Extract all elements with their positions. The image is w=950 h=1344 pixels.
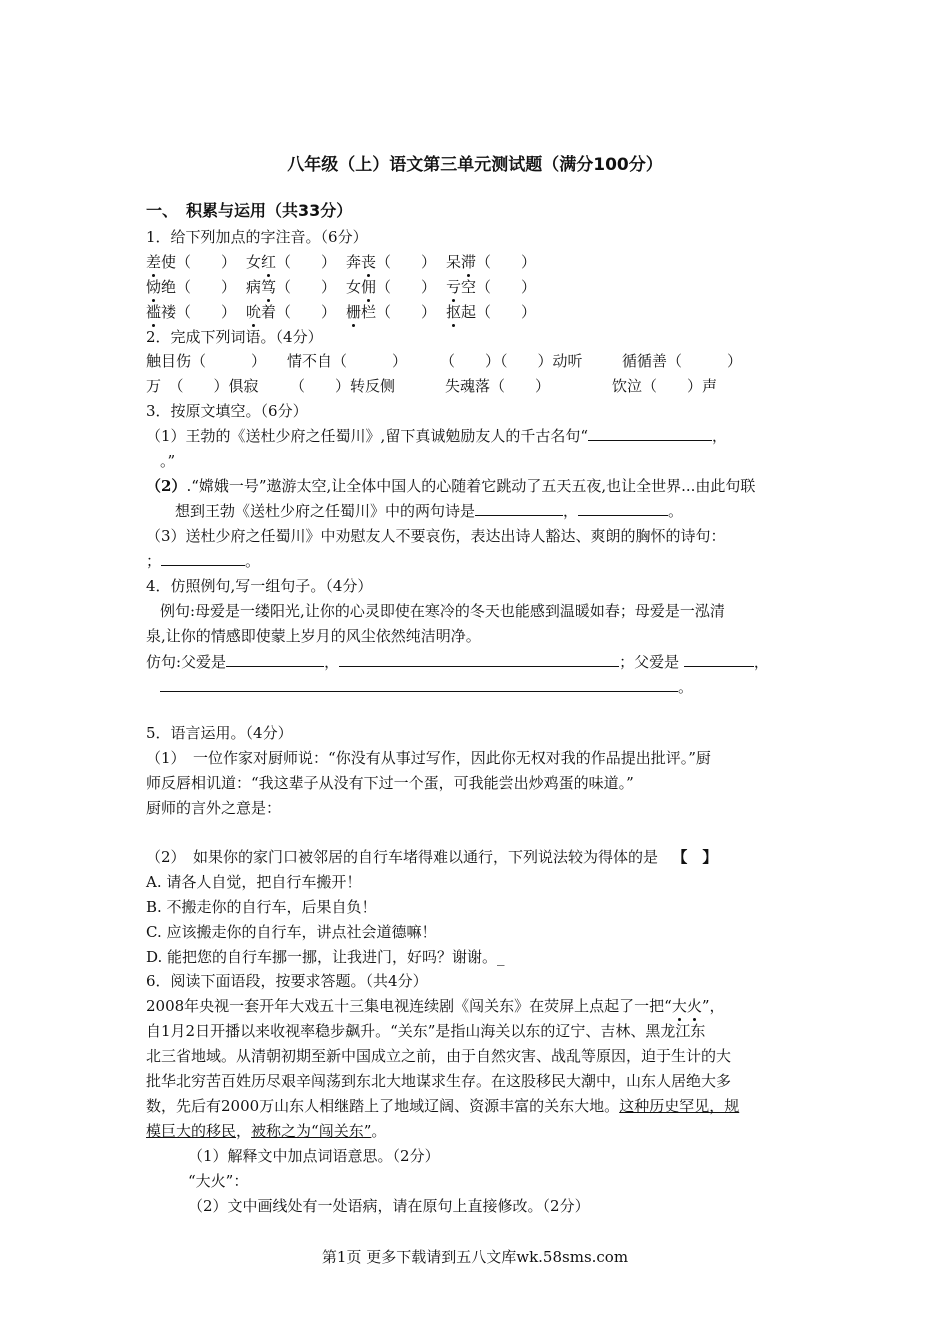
q4-example-line2: 泉,让你的情感即使蒙上岁月的风尘依然纯洁明净。 — [146, 627, 481, 645]
q6-para-line6 — [146, 1120, 386, 1142]
q2-word-8: 饮泣（ ）声 — [612, 377, 718, 395]
q6-text: 数，先后有2000万山东人相继踏上了地域辽阔、资源丰富的关东大地。 — [146, 1097, 620, 1115]
q1-item — [146, 251, 236, 273]
q1-item-text: 病 — [246, 278, 262, 296]
punct: ， — [324, 653, 340, 671]
q1-prompt: 1．给下列加点的字注音。（6分） — [146, 228, 368, 246]
q1-item — [146, 276, 236, 298]
q1-item-text: 使（ ） — [161, 253, 237, 271]
q1-item-text: （ ） — [376, 253, 437, 271]
punct: 。 — [678, 678, 694, 696]
dotted-char: 红 — [261, 253, 277, 271]
q2-word-3: （ ）（ ）动听 — [440, 352, 583, 370]
q1-item-text: 起（ ） — [461, 303, 537, 321]
q3-item1-cont: 。” — [160, 452, 176, 470]
q1-item-text: 褛（ ） — [161, 303, 237, 321]
page-title: 八年级（上）语文第三单元测试题（满分100分） — [287, 155, 663, 175]
q1-item-text: 绝（ ） — [161, 278, 237, 296]
dotted-char: 笃 — [261, 278, 277, 296]
answer-blank[interactable] — [578, 500, 668, 516]
q6-para-line4: 批华北穷苦百姓历尽艰辛闯荡到东北大地谋求生存。在这股移民大潮中，山东人居绝大多 — [146, 1072, 732, 1090]
q1-item — [346, 301, 436, 323]
q1-item — [346, 276, 436, 298]
q3-item2-num: （2） — [146, 477, 187, 495]
punct: ， — [563, 502, 579, 520]
q2-word-1: 触目伤（ ） — [146, 352, 267, 370]
q1-item-text: （ ） — [276, 278, 337, 296]
q1-item-text: 女 — [346, 278, 362, 296]
q5-item2 — [146, 846, 717, 868]
q5-option-b: B. 不搬走你的自行车，后果自负！ — [146, 898, 377, 916]
underlined-text: 模巨大的移民 — [146, 1122, 237, 1140]
punct: ， — [753, 653, 769, 671]
q6-prompt: 6．阅读下面语段，按要求答题。（共4分） — [146, 972, 428, 990]
answer-blank[interactable] — [588, 425, 712, 441]
q1-item-text: 呆 — [446, 253, 462, 271]
answer-blank[interactable] — [339, 651, 619, 667]
answer-blank[interactable] — [161, 550, 245, 566]
punct: 。 — [371, 1122, 387, 1140]
dotted-char: 恸 — [146, 278, 162, 296]
answer-bracket[interactable]: 【 】 — [672, 848, 718, 866]
q3-item3-cont — [146, 550, 260, 572]
q1-item — [146, 301, 236, 323]
q1-item — [346, 251, 436, 273]
q5-option-d: D. 能把您的自行车挪一挪，让我进门，好吗？谢谢。_ — [146, 948, 505, 966]
answer-blank[interactable] — [684, 651, 754, 667]
dotted-char: 差 — [146, 253, 162, 271]
q3-item2-cont-text: 想到王勃《送杜少府之任蜀川》中的两句诗是 — [175, 502, 476, 520]
q1-item-text: 栏（ ） — [361, 303, 437, 321]
section-heading: 一、 积累与运用（共33分） — [146, 201, 353, 220]
q3-item3: （3）送杜少府之任蜀川》中劝慰友人不要哀伤，表达出诗人豁达、爽朗的胸怀的诗句： — [146, 527, 726, 545]
underlined-text: 这种历史罕见，规 — [619, 1097, 740, 1115]
q6-para-line1 — [146, 995, 725, 1017]
underlined-text: 被称之为“闯关东” — [251, 1122, 372, 1140]
dotted-char: 栅 — [346, 303, 362, 321]
dotted-char: 滞 — [461, 253, 477, 271]
punct: 。 — [668, 502, 684, 520]
q3-item2-cont — [175, 500, 683, 522]
q5-prompt: 5．语言运用。（4分） — [146, 724, 293, 742]
q5-item2-text: （2） 如果你的家门口被邻居的自行车堵得难以通行，下列说法较为得体的是 — [146, 848, 659, 866]
q3-item2 — [146, 475, 755, 497]
q1-item-text: （ ） — [376, 278, 437, 296]
q5-item1-line2: 师反唇相讥道：“我这辈子从没有下过一个蛋，可我能尝出炒鸡蛋的味道。” — [146, 774, 634, 792]
dotted-char: 抠 — [446, 303, 462, 321]
dotted-char: 吮 — [246, 303, 262, 321]
q1-item — [246, 301, 336, 323]
q1-item-text: （ ） — [476, 253, 537, 271]
q2-word-6: （ ）转反侧 — [290, 377, 396, 395]
q6-para-line3: 北三省地域。从清朝初期至新中国成立之前，由于自然灾害、战乱等原因，迫于生计的大 — [146, 1047, 732, 1065]
q5-item1-line1: （1） 一位作家对厨师说：“你没有从事过写作，因此你无权对我的作品提出批评。”厨 — [146, 749, 711, 767]
q6-text: 2008年央视一套开年大戏五十三集电视连续剧《闯关东》在荧屏上点起了一把“ — [146, 997, 672, 1015]
q2-word-5: 万 （ ）俱寂 — [146, 377, 259, 395]
q2-word-7: 失魂落（ ） — [445, 377, 551, 395]
q1-item-text: 奔 — [346, 253, 362, 271]
q4-prompt: 4．仿照例句,写一组句子。（4分） — [146, 577, 373, 595]
q5-item1-line3: 厨师的言外之意是： — [146, 799, 282, 817]
q2-word-2: 情不自（ ） — [287, 352, 408, 370]
q3-item2-text: .“嫦娥一号”遨游太空,让全体中国人的心随着它跳动了五天五夜,也让全世界...由此句联 — [186, 477, 756, 495]
q6-sub1: （1）解释文中加点词语意思。（2分） — [188, 1147, 440, 1165]
q6-sub1-answer-label: “大火”： — [188, 1172, 249, 1190]
q4-example-line1: 例句:母爱是一缕阳光,让你的心灵即使在寒冷的冬天也能感到温暖如春；母爱是一泓清 — [160, 602, 725, 620]
q1-item-text: （ ） — [276, 253, 337, 271]
punct: 。 — [245, 552, 261, 570]
dotted-char: 大 — [671, 997, 687, 1015]
punct: ， — [236, 1122, 252, 1140]
q2-prompt: 2．完成下列词语。（4分） — [146, 328, 323, 346]
q3-item1 — [146, 425, 727, 447]
q4-semi-label: ；父爱是 — [619, 653, 680, 671]
q4-imitate-label: 仿句:父爱是 — [146, 653, 227, 671]
q6-para-line5 — [146, 1095, 739, 1117]
dotted-char: 佣 — [361, 278, 377, 296]
answer-blank[interactable] — [160, 676, 678, 692]
q1-item-text: 女 — [246, 253, 262, 271]
dotted-char: 褴 — [146, 303, 162, 321]
q1-item — [246, 276, 336, 298]
answer-blank[interactable] — [475, 500, 563, 516]
q6-sub2: （2）文中画线处有一处语病，请在原句上直接修改。（2分） — [188, 1197, 590, 1215]
q6-text: ”， — [701, 997, 725, 1015]
punct: ， — [711, 427, 727, 445]
page-footer: 第1页 更多下载请到五八文库wk.58sms.com — [321, 1248, 629, 1266]
q1-item-text: 空（ ） — [461, 278, 537, 296]
q6-para-line2: 自1月2日开播以来收视率稳步飙升。“关东”是指山海关以东的辽宁、吉林、黑龙江东 — [146, 1022, 706, 1040]
q1-item — [446, 276, 536, 298]
q1-item — [446, 301, 536, 323]
q1-item — [246, 251, 336, 273]
q2-word-4: 循循善（ ） — [622, 352, 743, 370]
dotted-char: 亏 — [446, 278, 462, 296]
answer-blank[interactable] — [226, 651, 324, 667]
q1-item-text: 着（ ） — [261, 303, 337, 321]
q4-imitate-line2 — [160, 676, 693, 698]
q5-option-c: C. 应该搬走你的自行车，讲点社会道德嘛！ — [146, 923, 437, 941]
dotted-char: 丧 — [361, 253, 377, 271]
q4-imitate-line — [146, 651, 769, 673]
dotted-char: 火 — [686, 997, 702, 1015]
q3-item1-text: （1）王勃的《送杜少府之任蜀川》,留下真诚勉励友人的千古名句“ — [146, 427, 588, 445]
q1-item — [446, 251, 536, 273]
q5-option-a: A. 请各人自觉，把自行车搬开！ — [146, 873, 362, 891]
punct: ； — [146, 552, 162, 570]
q3-prompt: 3．按原文填空。（6分） — [146, 402, 308, 420]
